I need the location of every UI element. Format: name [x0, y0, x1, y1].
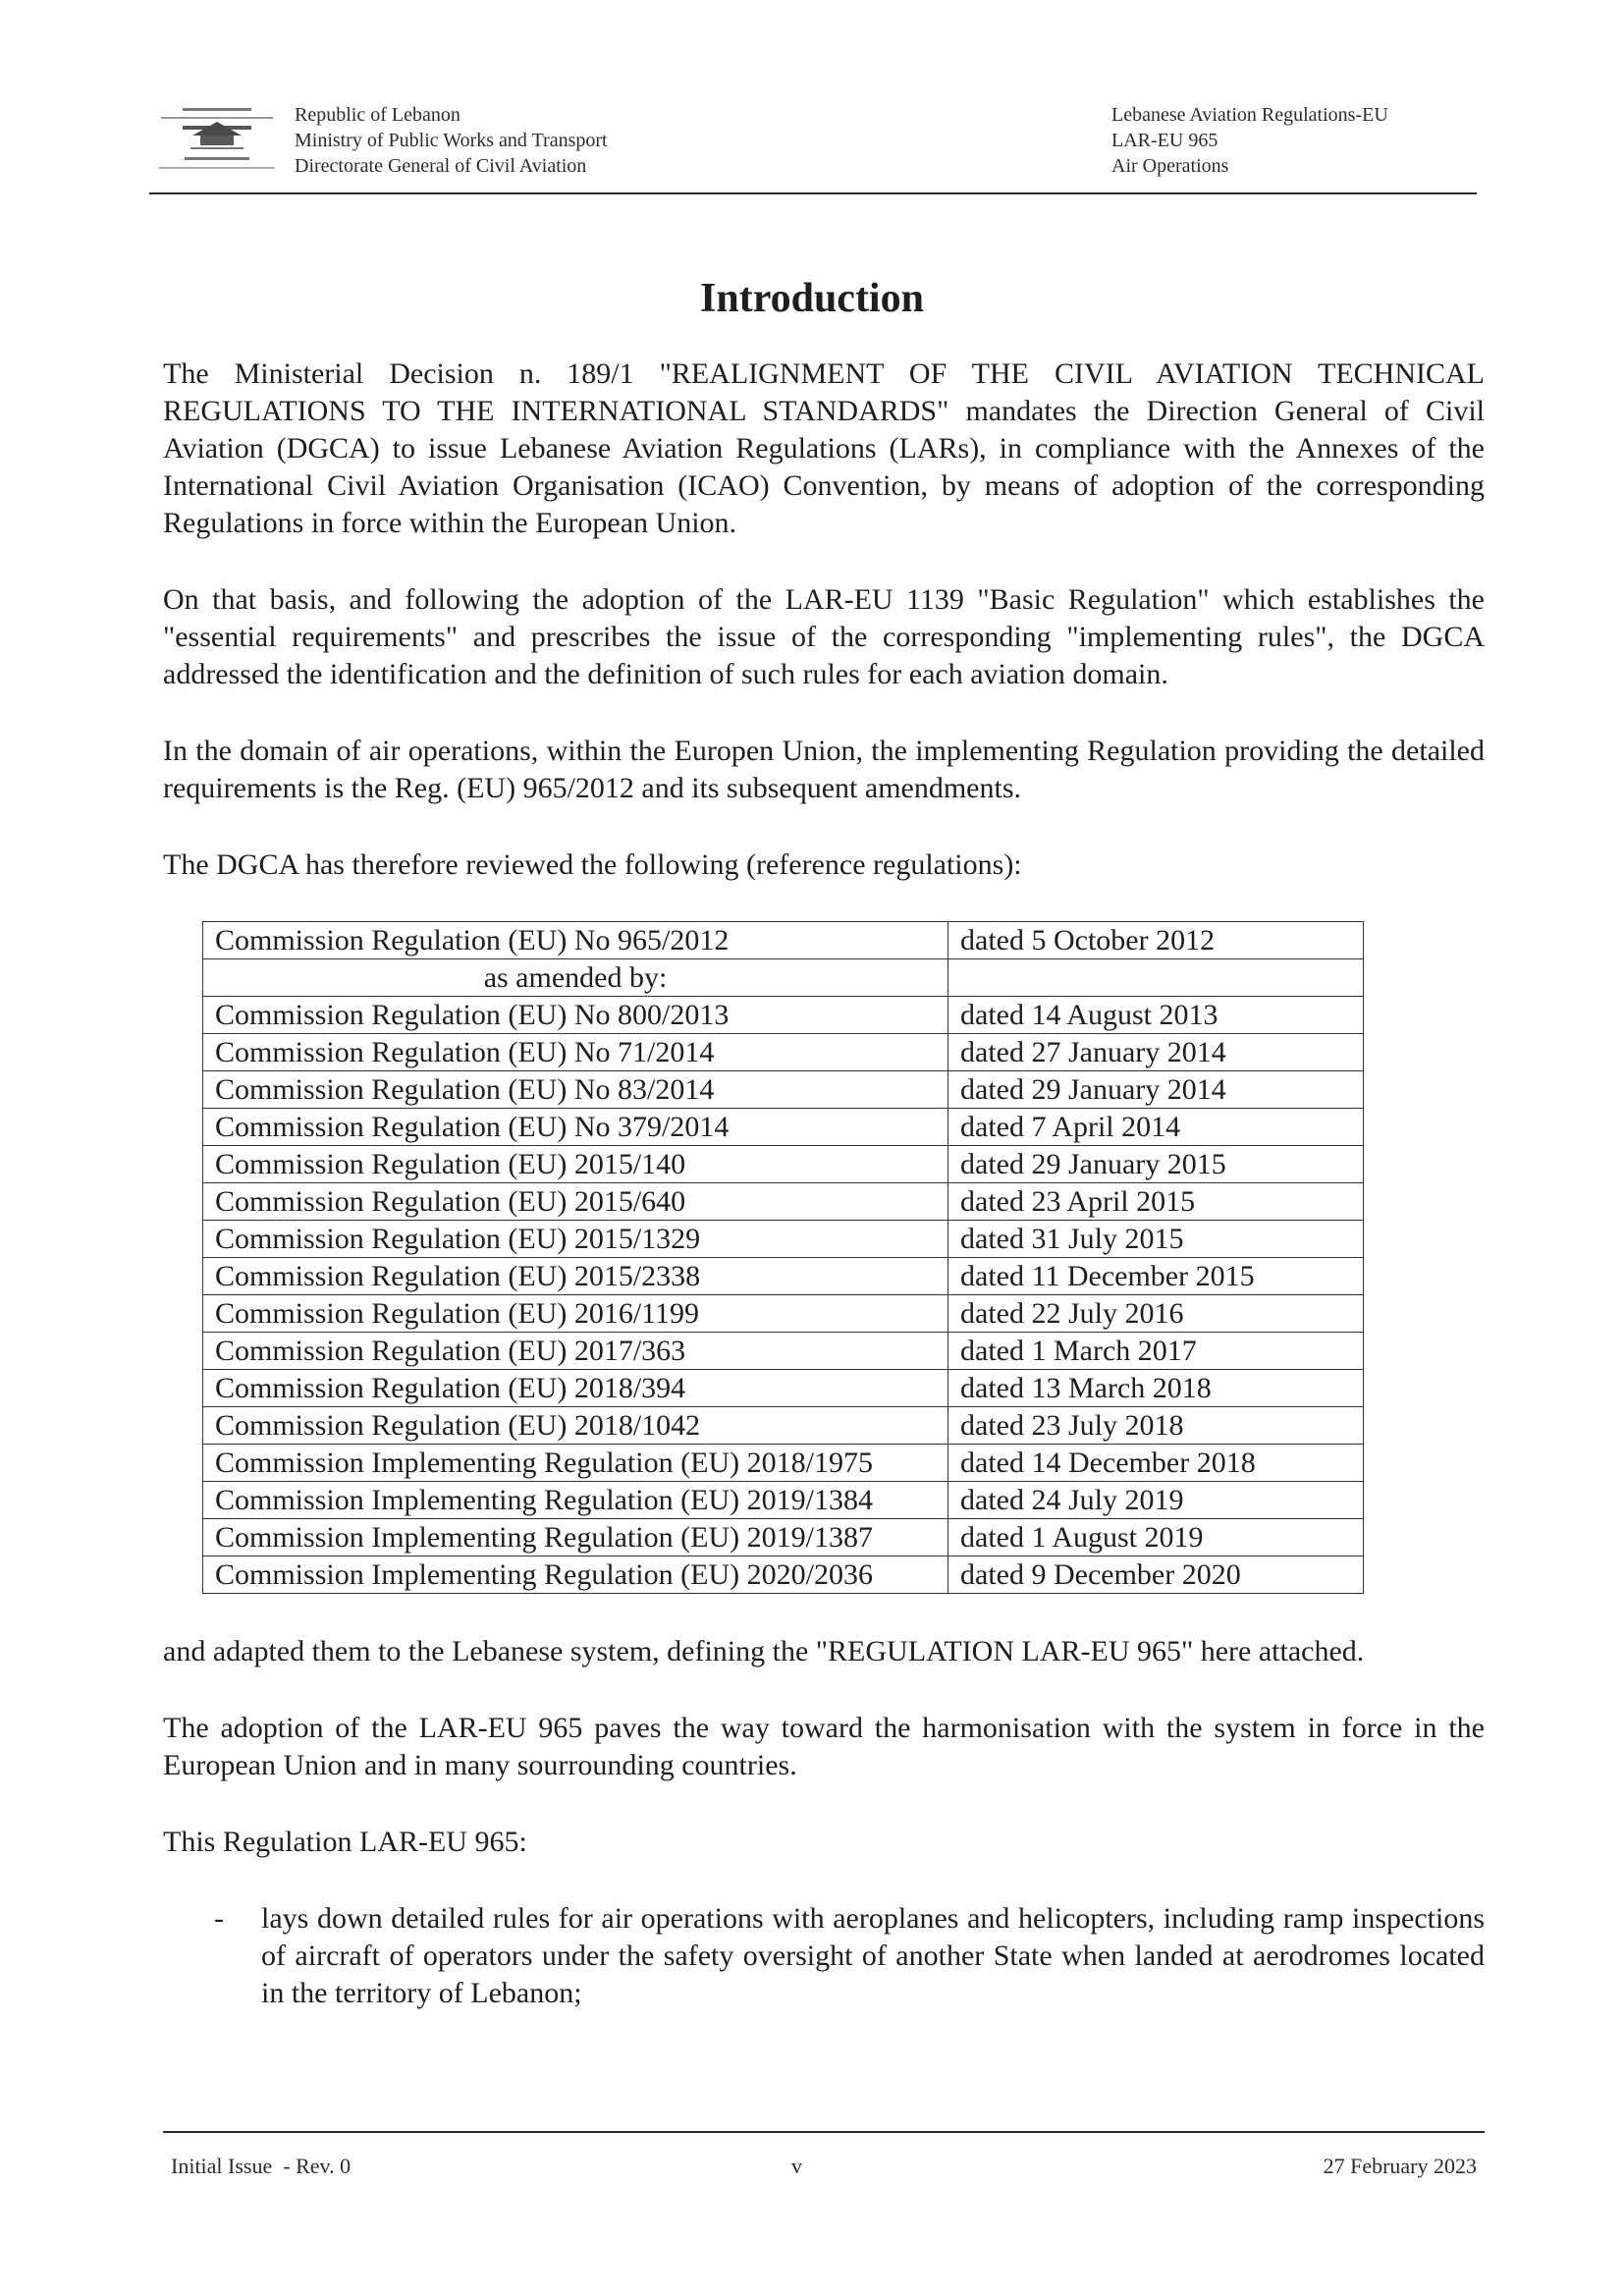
table-row [203, 1258, 1364, 1295]
date-cell: dated 27 January 2014 [948, 1034, 1364, 1071]
header-regulation-code: LAR-EU 965 [1111, 130, 1218, 151]
list-item [163, 1900, 1485, 2012]
table-row [203, 1557, 1364, 1594]
footer-issue: Initial Issue - Rev. 0 [171, 2154, 352, 2178]
regulation-cell: Commission Implementing Regulation (EU) 2018/1975 [203, 1445, 948, 1482]
regulation-cell: Commission Regulation (EU) No 379/2014 [203, 1109, 948, 1146]
regulation-cell: Commission Regulation (EU) No 800/2013 [203, 997, 948, 1034]
table-row [203, 1295, 1364, 1333]
header-country: Republic of Lebanon [295, 104, 460, 126]
regulation-cell: Commission Regulation (EU) No 83/2014 [203, 1071, 948, 1109]
date-cell: dated 1 March 2017 [948, 1333, 1364, 1370]
date-cell: dated 7 April 2014 [948, 1109, 1364, 1146]
table-row [203, 1221, 1364, 1258]
footer-page-number: v [791, 2154, 802, 2178]
paragraph-ministerial-decision: The Ministerial Decision n. 189/1 "REALIGNMENT OF THE CIVIL AVIATION TECHNICAL REGULATIONS TO THE INTERNATIONAL STANDARDS" mandates the Direction General of Civil Aviation (DGCA) to issue Lebanese Aviation Regulations (LARs), in compliance with the Annexes of the International Civil Aviation Organisation (ICAO) Convention, by means of adoption of the corresponding Regulations in force within the European Union. [163, 357, 1485, 539]
list-dash: - [214, 1902, 224, 1935]
table-row [203, 1333, 1364, 1370]
paragraph-harmonisation: The adoption of the LAR-EU 965 paves the way toward the harmonisation with the system in force in the European Union and in many sourrounding countries. [163, 1712, 1485, 1781]
dgca-emblem-icon [153, 104, 281, 183]
header-ministry: Ministry of Public Works and Transport [295, 130, 608, 151]
reference-regulations-table [202, 921, 1364, 1594]
date-cell: dated 29 January 2015 [948, 1146, 1364, 1183]
regulation-cell: Commission Regulation (EU) 2015/640 [203, 1183, 948, 1221]
page-footer [163, 2131, 1485, 2178]
date-cell: dated 31 July 2015 [948, 1221, 1364, 1258]
regulation-cell: Commission Implementing Regulation (EU) 2019/1387 [203, 1519, 948, 1557]
date-cell: dated 5 October 2012 [948, 922, 1364, 959]
date-cell: dated 14 August 2013 [948, 997, 1364, 1034]
regulation-cell: Commission Regulation (EU) No 71/2014 [203, 1034, 948, 1071]
date-cell: dated 22 July 2016 [948, 1295, 1364, 1333]
table-row [203, 1445, 1364, 1482]
header-left-block [295, 102, 608, 179]
date-cell: dated 29 January 2014 [948, 1071, 1364, 1109]
document-body [163, 355, 1485, 2012]
date-cell: dated 9 December 2020 [948, 1557, 1364, 1594]
date-cell: dated 1 August 2019 [948, 1519, 1364, 1557]
table-row [203, 1482, 1364, 1519]
paragraph-basic-regulation: On that basis, and following the adoption of the LAR-EU 1139 "Basic Regulation" which establishes the "essential requirements" and prescribes the issue of the corresponding "implementing rules", the DGCA addressed the identification and the definition of such rules for each aviation domain. [163, 583, 1485, 690]
regulation-cell: Commission Regulation (EU) 2016/1199 [203, 1295, 948, 1333]
table-row [203, 1034, 1364, 1071]
table-row [203, 1146, 1364, 1183]
regulation-cell: Commission Regulation (EU) No 965/2012 [203, 922, 948, 959]
regulation-cell: Commission Regulation (EU) 2018/394 [203, 1370, 948, 1407]
table-row [203, 1519, 1364, 1557]
date-cell [948, 959, 1364, 997]
header-directorate: Directorate General of Civil Aviation [295, 155, 587, 177]
date-cell: dated 14 December 2018 [948, 1445, 1364, 1482]
regulation-cell: Commission Regulation (EU) 2015/140 [203, 1146, 948, 1183]
paragraph-regulation-scope-intro: This Regulation LAR-EU 965: [163, 1826, 527, 1858]
reference-regulations-body [203, 922, 1364, 1594]
paragraph-reference-intro: The DGCA has therefore reviewed the following (reference regulations): [163, 848, 1022, 881]
regulation-cell: Commission Implementing Regulation (EU) 2020/2036 [203, 1557, 948, 1594]
regulation-cell: Commission Implementing Regulation (EU) 2019/1384 [203, 1482, 948, 1519]
page-header [149, 102, 1477, 194]
date-cell: dated 23 July 2018 [948, 1407, 1364, 1445]
table-row [203, 1183, 1364, 1221]
table-row [203, 959, 1364, 997]
date-cell: dated 23 April 2015 [948, 1183, 1364, 1221]
page-title: Introduction [700, 276, 924, 321]
footer-date: 27 February 2023 [1323, 2154, 1477, 2178]
table-row [203, 1071, 1364, 1109]
table-row [203, 1370, 1364, 1407]
date-cell: dated 11 December 2015 [948, 1258, 1364, 1295]
paragraph-air-operations-domain: In the domain of air operations, within the Europen Union, the implementing Regulation providing the detailed requirements is the Reg. (EU) 965/2012 and its subsequent amendments. [163, 735, 1485, 804]
header-regulation-domain: Air Operations [1111, 155, 1229, 177]
regulation-cell: Commission Regulation (EU) 2018/1042 [203, 1407, 948, 1445]
paragraph-adaptation: and adapted them to the Lebanese system, defining the "REGULATION LAR-EU 965" here attached. [163, 1635, 1365, 1667]
table-row [203, 997, 1364, 1034]
header-right-block [1111, 102, 1388, 179]
table-row [203, 1407, 1364, 1445]
list-item-text: lays down detailed rules for air operations with aeroplanes and helicopters, including ramp inspections of aircraft of operators under the safety oversight of another State when landed at aerodromes located in the territory of Lebanon; [261, 1902, 1485, 2009]
date-cell: dated 24 July 2019 [948, 1482, 1364, 1519]
header-regulation-series: Lebanese Aviation Regulations-EU [1111, 104, 1388, 126]
regulation-cell: Commission Regulation (EU) 2015/1329 [203, 1221, 948, 1258]
table-row [203, 922, 1364, 959]
regulation-cell: Commission Regulation (EU) 2015/2338 [203, 1258, 948, 1295]
regulation-cell: as amended by: [203, 959, 948, 997]
date-cell: dated 13 March 2018 [948, 1370, 1364, 1407]
table-row [203, 1109, 1364, 1146]
regulation-cell: Commission Regulation (EU) 2017/363 [203, 1333, 948, 1370]
